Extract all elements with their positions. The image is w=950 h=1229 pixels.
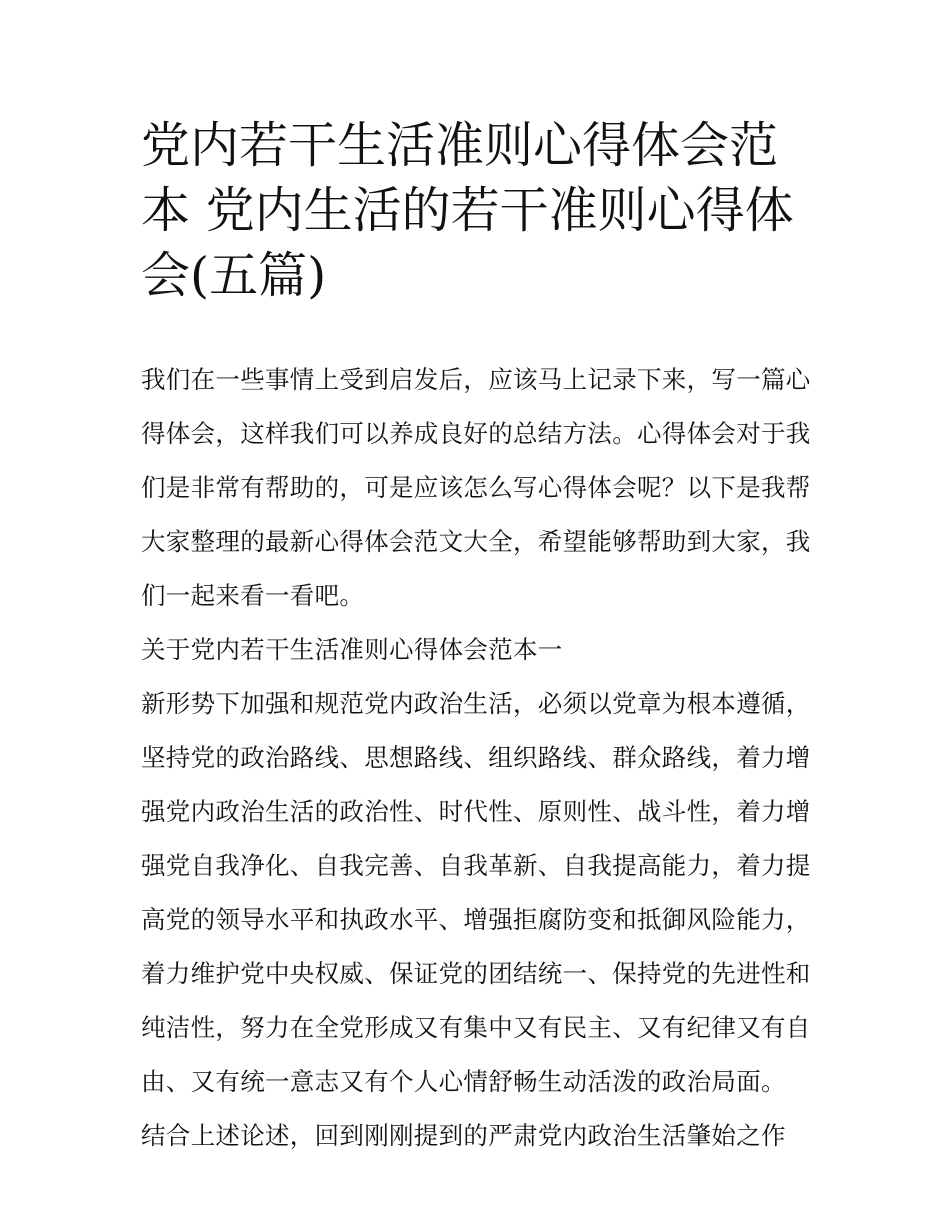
document-body xyxy=(141,353,821,1163)
body-line: 高党的领导水平和执政水平、增强拒腐防变和抵御风险能力， xyxy=(141,905,811,934)
body-line: 强党自我净化、自我完善、自我革新、自我提高能力，着力提 xyxy=(141,851,811,880)
body-line: 们一起来看一看吧。 xyxy=(141,581,365,610)
body-line: 大家整理的最新心得体会范文大全，希望能够帮助到大家，我 xyxy=(141,527,811,556)
body-line: 得体会，这样我们可以养成良好的总结方法。心得体会对于我 xyxy=(141,419,811,448)
body-line: 强党内政治生活的政治性、时代性、原则性、战斗性，着力增 xyxy=(141,797,811,826)
title-line: 党内若干生活准则心得体会范 xyxy=(141,117,779,174)
body-line: 新形势下加强和规范党内政治生活，必须以党章为根本遵循， xyxy=(141,689,811,718)
body-line: 结合上述论述，回到刚刚提到的严肃党内政治生活肇始之作 xyxy=(141,1121,786,1150)
title-line: 本 党内生活的若干准则心得体 xyxy=(141,182,794,239)
body-line: 们是非常有帮助的，可是应该怎么写心得体会呢？以下是我帮 xyxy=(141,473,811,502)
body-line: 坚持党的政治路线、思想路线、组织路线、群众路线，着力增 xyxy=(141,743,811,772)
body-line: 着力维护党中央权威、保证党的团结统一、保持党的先进性和 xyxy=(141,959,811,988)
body-line: 纯洁性，努力在全党形成又有集中又有民主、又有纪律又有自 xyxy=(141,1013,811,1042)
title-line: 会(五篇) xyxy=(141,247,327,304)
document-title xyxy=(141,113,821,308)
body-line: 由、又有统一意志又有个人心情舒畅生动活泼的政治局面。 xyxy=(141,1067,786,1096)
section-heading: 关于党内若干生活准则心得体会范本一 xyxy=(141,635,563,664)
body-line: 我们在一些事情上受到启发后，应该马上记录下来，写一篇心 xyxy=(141,365,811,394)
